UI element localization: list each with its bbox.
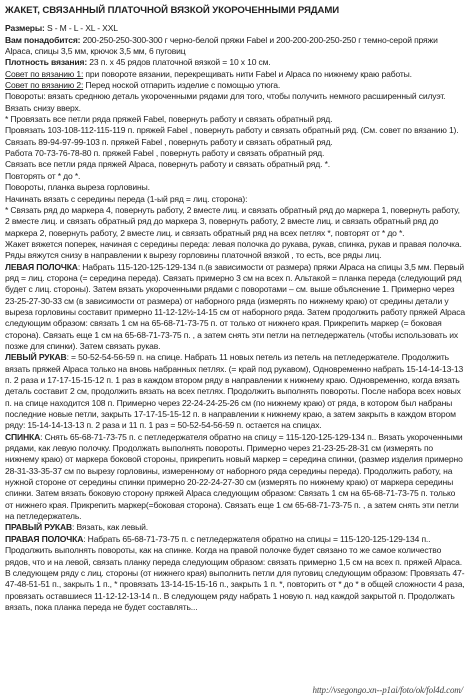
tip1-label: Совет по вязанию 1: [5, 68, 84, 79]
tip2-line [5, 80, 465, 91]
intro-paragraph: * Провязать все петли ряда пряжей Fabel, повернуть работу и связать обратный ряд. [5, 114, 333, 125]
intro-paragraph: * Связать ряд до маркера 4, повернуть работу, 2 вместе лиц. и связать обратный ряд до маркера 1, повернуть работу, 2 вместе лиц. и связать обратный ряд до маркера 3, повернуть работу, 2 вместе лиц. и связать обратный ряд до маркера 2, повернуть работу, 2 вместе лиц. и связать обратный ряд на всех петлях *, повторят от * до *. [5, 204, 460, 238]
materials-label: Вам понадобится: [5, 34, 81, 45]
gauge-label: Плотность вязания: [5, 57, 88, 68]
page-title: ЖАКЕТ, СВЯЗАННЫЙ ПЛАТОЧНОЙ ВЯЗКОЙ УКОРОЧЕННЫМИ РЯДАМИ [5, 5, 340, 16]
intro-paragraph: Начинать вязать с середины переда (1-ый ряд = лиц. сторона): [5, 193, 248, 204]
intro-paragraph: Связать все петли ряда пряжей Alpaca, повернуть работу и связать обратный ряд. *. [5, 159, 330, 170]
tip1-line [5, 69, 465, 80]
left-sleeve-section [5, 352, 465, 431]
intro-paragraph: Повороты: вязать среднюю деталь укороченными рядами для того, чтобы получить немного расширенный силуэт. Вязать снизу вверх. [5, 91, 446, 113]
materials-line [5, 35, 465, 58]
right-sleeve-heading: ПРАВЫЙ РУКАВ [5, 522, 72, 533]
gauge-value: 23 п. х 45 рядов платочной вязкой = 10 х 10 см. [87, 57, 271, 68]
intro-paragraph: Повторять от * до *. [5, 170, 81, 181]
right-sleeve-section [5, 522, 465, 533]
left-sleeve-heading: ЛЕВЫЙ РУКАВ [5, 352, 67, 363]
right-sleeve-text: : Вязать, как левый. [72, 522, 148, 533]
left-front-text: : Набрать 115-120-125-129-134 п.(в зависимости от размера) пряжи Alpaca на спицы 3,5 мм. Первый ряд = лиц. сторона (= середина переда). Связать примерно 3 см на всех п. Альтакой = планка переда (следующий ряд будет с лиц. стороны). Затем вязать укороченными рядами с поворотами – см. выше объяснение 1. Примерно через 23-25-27-30-33 см (в зависимости от размера) от наборного ряда (измерять по нижнему краю) от средины детали у выреза горловины составит примерно 11-12-12½-14-15 см от наборного ряда. Затем продолжить работу пряжей Alpaca следующим образом: связать 1 см на 65-68-71-73-75 п. от только от нижнего края. Прикрепить маркер (= боковая сторона). Связать еще 1 см на 65-68-71-73-75 п. , а затем снять эти петли на петледержатель (чтобы использовать их позже для спинки). Затем связать рукав. [5, 261, 465, 351]
back-section [5, 432, 465, 523]
intro-paragraph: Повороты, планка выреза горловины. [5, 182, 150, 193]
tip1-value: при повороте вязании, перекрещивать нити Fabel и Alpaca по нижнему краю работы. [83, 68, 412, 79]
gauge-line [5, 57, 465, 68]
right-front-section [5, 534, 465, 613]
left-front-heading: ЛЕВАЯ ПОЛОЧКА [5, 261, 78, 272]
back-heading: СПИНКА [5, 431, 41, 442]
left-front-section [5, 262, 465, 353]
tip2-label: Совет по вязанию 2: [5, 80, 84, 91]
sizes-value: S - M - L - XL - XXL [44, 23, 118, 34]
intro-paragraph: Провязать 103-108-112-115-119 п. пряжей Fabel , повернуть работу и связать обратный ряд. (См. совет по вязанию 1). [5, 125, 459, 136]
tip2-value: Перед ноской отпарить изделие с помощью утюга. [83, 80, 281, 91]
source-url: http://vsegongo.xn--p1ai/foto/ok/fol4d.com/ [312, 684, 463, 695]
intro-paragraph: Связать 89-94-97-99-103 п. пряжей Fabel , повернуть работу и связать обратный ряд. [5, 136, 333, 147]
right-front-heading: ПРАВАЯ ПОЛОЧКА [5, 533, 84, 544]
left-sleeve-text: : = 50-52-54-56-59 п. на спице. Набрать 11 новых петель из петель на петледержателе. Продолжить вязать пряжей Alpaca только на вновь набранных петлях. (= край под рукавом), Одновременно набрать 15-14-14-13-13 п. 2 раза и 17-17-15-15-12 п. 1 раз в каждом втором ряду в направлении к нижнему краю. Одновременно, когда вязать деталь составит 2 см, продолжить вязать на всех петлях. Продолжить выполнять повороты. После набора всех новых п. на спице находится 108 п. Примерно через 22-24-24-25-26 см (по нижнему краю) от ряда, в котором был набраны последние новые петли, закрыть 17-17-15-15-12 п. в направлении к нижнему краю, а затем закрыть в каждом втором ряду: 15-14-14-13-13 п. 2 раза и 11 п. 1 раз = 50-52-54-56-59 п. остается на спицах. [5, 352, 464, 431]
materials-value: 200-250-250-300-300 г черно-белой пряжи Fabel и 200-200-200-250-250 г темно-серой пряжи Alpaca, спицы 3,5 мм, крючок 3,5 мм, 6 пуговиц [5, 34, 438, 57]
back-text: : Снять 65-68-71-73-75 п. с петледержателя обратно на спицу = 115-120-125-129-134 п.. Вязать укороченными рядами, как левую полочку. Продолжать выполнять повороты. Примерно через 21-23-25-28-31 см (измерять по нижнему краю) от маркера боковой стороны, прикрепить новый маркер = середина спинки, (размер изделия примерно 28-31-33-35-37 см по вырезу горловины, измеренному от наборного ряда середины переда). Продолжить работу, на нужной стороне от середины спинки примерно 20-22-24-27-30 см (измерять по нижнему краю) от маркера середины спинки. Затем вязать боковую сторону пряжей Alpaca следующим образом: Связать 1 см на 65-68-71-73-75 п. только от нижнего края. Прикрепить маркер(=боковая сторона). Связать еще 1 см 65-68-71-73-75 п. , а затем снять эти петли на петледержатель. [5, 431, 463, 522]
body-paragraph: Жакет вяжется поперек, начиная с середины переда: левая полочка до рукава, рукав, спинка, рукав и правая полочка. Ряды вяжутся снизу в направлении к вырезу горловины платочной вязкой , то есть, все ряды лиц. [5, 238, 462, 261]
intro-paragraph: Работа 70-73-76-78-80 п. пряжей Fabel , повернуть работу и связать обратный ряд. [5, 148, 325, 159]
sizes-line [5, 23, 465, 34]
sizes-label: Размеры: [5, 23, 45, 34]
right-front-text: : Набрать 65-68-71-73-75 п. с петледержателя обратно на спицы = 115-120-125-129-134 п.. Продолжить выполнять повороты, как на спинке. Когда на правой полочке будет связано то же самое количество рядов, что и на левой, связать планку переда следующим образом: связать примерно 1,5 см на всех п. пряжей Alpaca. В следующем ряду с лиц. стороны (от нижнего края) выполнить петли для пуговиц следующим образом: Провязать 47-47-48-51-51 п., закрыть 1 п., * провязать 13-14-15-15-16 п., закрыть 1 п. *, повторить от * до * в общей сложности 4 раза, провязать оставшиеся 11-12-12-13-14 п.. В следующем ряду набрать 1 новую п. над каждой закрытой п. Продолжать вязать, пока планка переда не будет составлять... [5, 533, 465, 612]
